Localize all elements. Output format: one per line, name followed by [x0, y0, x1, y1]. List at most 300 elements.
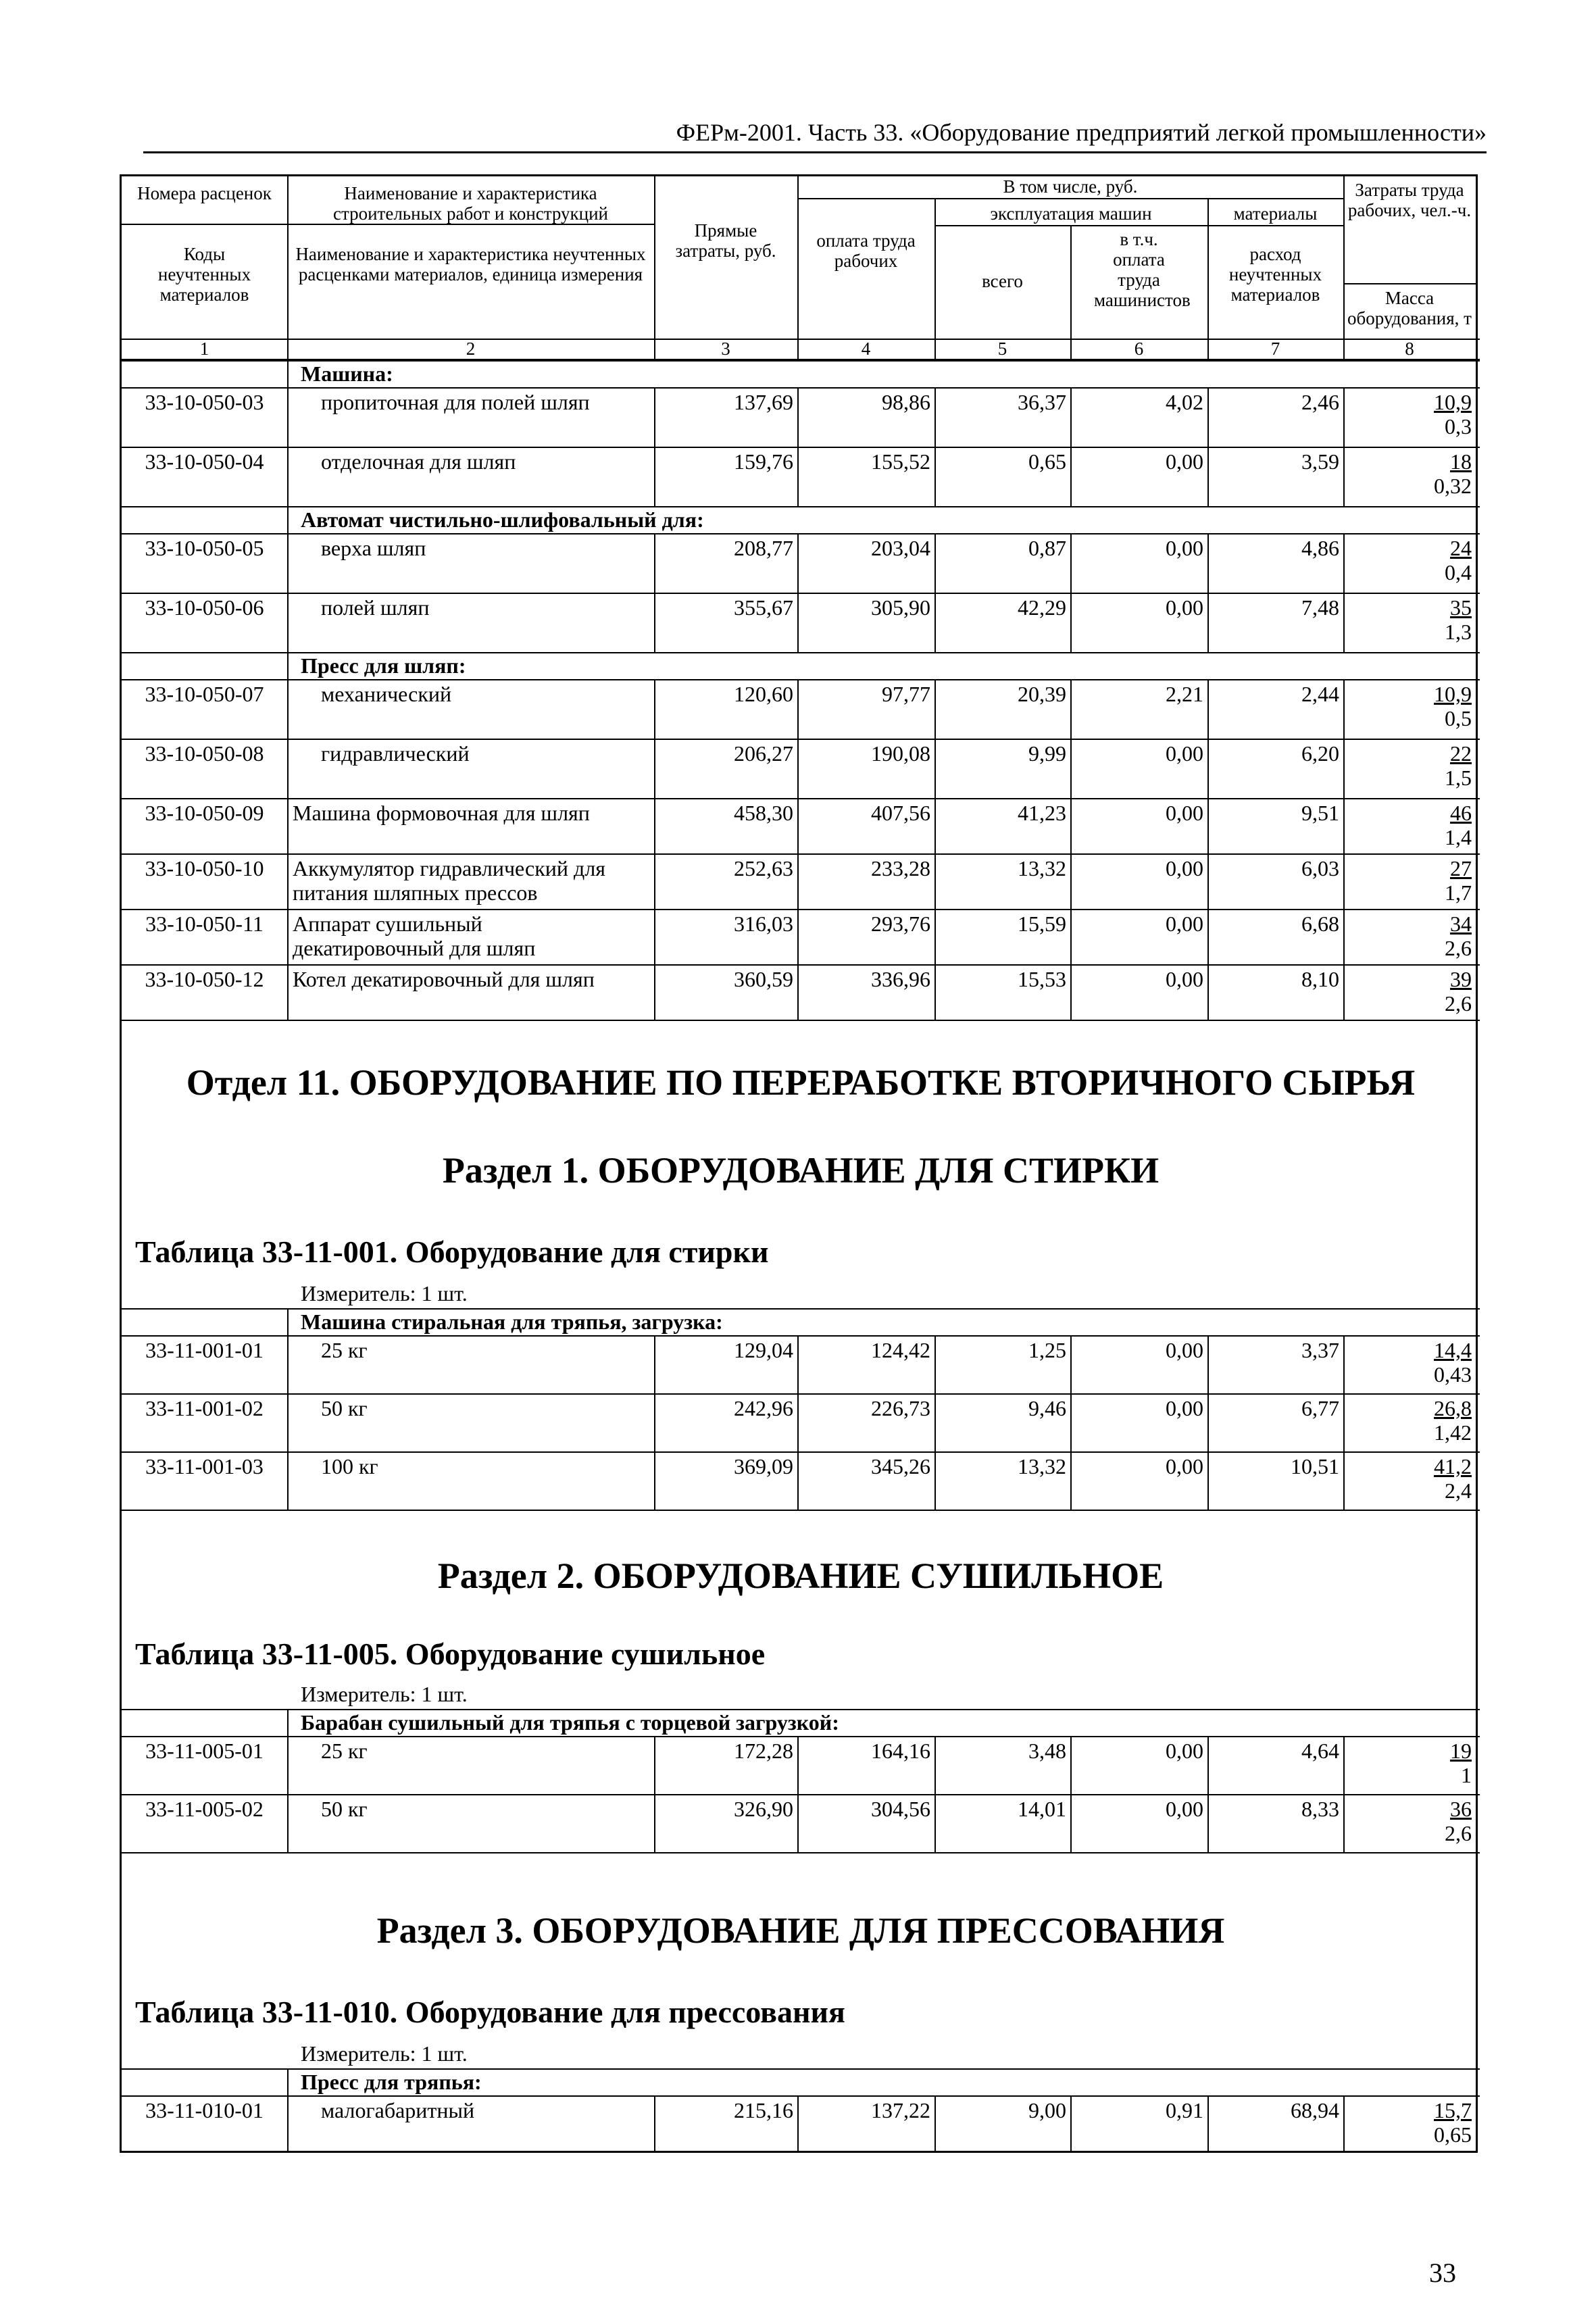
grid-vline	[654, 447, 655, 506]
row-value: 0,00	[1166, 1739, 1203, 1763]
grid-vline	[934, 909, 936, 964]
row-value: 206,27	[734, 741, 793, 766]
grid-hline	[122, 909, 1480, 910]
grid-vline	[797, 964, 799, 1020]
row-mass: 0,32	[1434, 474, 1472, 498]
grid-vline	[934, 853, 936, 909]
row-value: 137,22	[871, 2098, 930, 2122]
table-2-title: Таблица 33-11-005. Оборудование сушильное	[135, 1637, 766, 1671]
row-value: 172,28	[734, 1739, 793, 1763]
row-labor-hours: 10,9	[1434, 682, 1472, 706]
grid-vline	[287, 1794, 289, 1852]
grid-vline	[1343, 1335, 1345, 1393]
grid-vline	[934, 593, 936, 652]
grid-vline	[1070, 798, 1072, 853]
row-code: 33-10-050-07	[145, 682, 264, 706]
row-value: 215,16	[734, 2098, 793, 2122]
grid-hline	[122, 798, 1480, 799]
grid-hline	[1343, 283, 1476, 284]
row-value: 98,86	[882, 390, 930, 414]
row-code: 33-10-050-12	[145, 967, 264, 991]
row-value: 14,01	[1018, 1797, 1066, 1821]
row-code: 33-10-050-03	[145, 390, 264, 414]
row-mass: 0,3	[1445, 414, 1472, 439]
row-mass: 0,65	[1434, 2122, 1472, 2147]
row-code: 33-10-050-11	[145, 912, 264, 936]
row-labor-hours: 39	[1450, 967, 1472, 991]
row-mass: 2,4	[1445, 1478, 1472, 1503]
grid-vline	[654, 1335, 655, 1393]
grid-vline	[654, 679, 655, 739]
grid-vline	[287, 652, 289, 679]
row-labor-hours: 35	[1450, 595, 1472, 620]
grid-hline	[122, 853, 1480, 855]
grid-vline	[1207, 593, 1209, 652]
column-number: 5	[997, 339, 1007, 359]
grid-vline	[934, 1335, 936, 1393]
grid-vline	[654, 909, 655, 964]
row-value: 2,21	[1166, 682, 1203, 706]
grid-vline	[1343, 798, 1345, 853]
row-value: 0,00	[1166, 1454, 1203, 1478]
row-value: 15,53	[1018, 967, 1066, 991]
grid-vline	[1343, 909, 1345, 964]
grid-vline	[287, 679, 289, 739]
grid-vline	[934, 2095, 936, 2151]
column-number: 1	[199, 339, 209, 359]
grid-vline	[1343, 447, 1345, 506]
grid-vline	[287, 1308, 289, 1335]
page-frame	[120, 174, 1478, 2153]
grid-vline	[797, 2095, 799, 2151]
grid-vline	[1070, 1335, 1072, 1393]
row-name: 50 кг	[321, 1396, 368, 1420]
row-labor-hours: 27	[1450, 856, 1472, 880]
grid-hline	[122, 1393, 1480, 1395]
row-labor-hours: 36	[1450, 1797, 1472, 1821]
row-name: 100 кг	[321, 1454, 378, 1478]
grid-vline	[287, 964, 289, 1020]
row-value: 233,28	[871, 856, 930, 880]
group-dry: Барабан сушильный для тряпья с торцевой загрузкой:	[301, 1710, 839, 1735]
grid-vline	[1343, 964, 1345, 1020]
row-value: 369,09	[734, 1454, 793, 1478]
grid-hline	[122, 1736, 1480, 1737]
grid-vline	[934, 679, 936, 739]
row-name: 25 кг	[321, 1739, 368, 1763]
row-value: 7,48	[1301, 595, 1339, 620]
group-automat: Автомат чистильно-шлифовальный для:	[301, 507, 704, 532]
group-wash: Машина стиральная для тряпья, загрузка:	[301, 1310, 723, 1334]
row-code: 33-11-001-02	[145, 1396, 264, 1420]
row-value: 0,00	[1166, 449, 1203, 474]
grid-vline	[287, 1736, 289, 1794]
column-number: 4	[861, 339, 871, 359]
group-press: Пресс для шляп:	[301, 653, 466, 678]
measure-2: Измеритель: 1 шт.	[301, 1682, 468, 1706]
row-code: 33-10-050-06	[145, 595, 264, 620]
row-value: 6,68	[1301, 912, 1339, 936]
row-value: 252,63	[734, 856, 793, 880]
grid-vline	[1070, 964, 1072, 1020]
row-value: 13,32	[1018, 1454, 1066, 1478]
grid-vline	[287, 447, 289, 506]
row-mass: 2,6	[1445, 991, 1472, 1016]
row-value: 159,76	[734, 449, 793, 474]
grid-hline	[122, 1794, 1480, 1795]
row-value: 458,30	[734, 801, 793, 825]
row-value: 0,00	[1166, 801, 1203, 825]
row-code: 33-10-050-08	[145, 741, 264, 766]
header-c1-top: Номера расценок	[137, 183, 272, 203]
grid-vline	[287, 1393, 289, 1451]
grid-vline	[797, 1335, 799, 1393]
row-value: 0,00	[1166, 967, 1203, 991]
grid-vline	[1070, 387, 1072, 447]
row-value: 6,20	[1301, 741, 1339, 766]
grid-vline	[934, 1451, 936, 1510]
row-value: 10,51	[1291, 1454, 1339, 1478]
grid-vline	[934, 1393, 936, 1451]
grid-vline	[797, 387, 799, 447]
grid-vline	[654, 853, 655, 909]
grid-vline	[287, 1335, 289, 1393]
row-value: 226,73	[871, 1396, 930, 1420]
grid-vline	[1343, 1736, 1345, 1794]
grid-vline	[797, 1794, 799, 1852]
header-c7: расход неучтенных материалов	[1228, 244, 1322, 305]
row-name: Аккумулятор гидравлический для	[293, 856, 605, 880]
row-code: 33-10-050-10	[145, 856, 264, 880]
row-value: 2,44	[1301, 682, 1339, 706]
grid-vline	[1207, 1451, 1209, 1510]
grid-hline	[122, 224, 654, 225]
grid-vline	[797, 1736, 799, 1794]
row-mass: 0,5	[1445, 706, 1472, 730]
grid-vline	[934, 798, 936, 853]
grid-vline	[1070, 1736, 1072, 1794]
grid-vline	[1343, 387, 1345, 447]
header-c5: всего	[982, 271, 1023, 291]
measure-3: Измеритель: 1 шт.	[301, 2041, 468, 2066]
grid-hline	[797, 198, 1343, 199]
row-mass: 0,43	[1434, 1362, 1472, 1387]
row-value: 42,29	[1018, 595, 1066, 620]
row-value: 0,65	[1028, 449, 1066, 474]
row-mass: 1	[1461, 1763, 1472, 1787]
grid-vline	[934, 447, 936, 506]
grid-vline	[1207, 1393, 1209, 1451]
grid-vline	[1070, 533, 1072, 593]
row-value: 8,10	[1301, 967, 1339, 991]
row-value: 4,64	[1301, 1739, 1339, 1763]
grid-vline	[1070, 593, 1072, 652]
grid-vline	[1070, 679, 1072, 739]
grid-vline	[1343, 176, 1345, 359]
measure-1: Измеритель: 1 шт.	[301, 1281, 468, 1305]
row-value: 242,96	[734, 1396, 793, 1420]
row-name: Аппарат сушильный	[293, 912, 482, 936]
row-value: 3,59	[1301, 449, 1339, 474]
grid-vline	[1207, 909, 1209, 964]
grid-vline	[1343, 1794, 1345, 1852]
grid-vline	[1070, 739, 1072, 798]
row-value: 9,46	[1028, 1396, 1066, 1420]
row-labor-hours: 10,9	[1434, 390, 1472, 414]
row-value: 137,69	[734, 390, 793, 414]
grid-vline	[1070, 1393, 1072, 1451]
column-number: 8	[1405, 339, 1414, 359]
header-incl: В том числе, руб.	[1003, 176, 1138, 197]
grid-vline	[654, 1393, 655, 1451]
row-value: 0,00	[1166, 912, 1203, 936]
row-code: 33-11-005-02	[145, 1797, 264, 1821]
row-value: 0,00	[1166, 741, 1203, 766]
grid-vline	[797, 447, 799, 506]
row-value: 293,76	[871, 912, 930, 936]
grid-vline	[287, 853, 289, 909]
grid-vline	[1070, 1451, 1072, 1510]
row-name-cont: питания шляпных прессов	[293, 880, 538, 905]
grid-vline	[654, 1794, 655, 1852]
row-labor-hours: 46	[1450, 801, 1472, 825]
grid-vline	[934, 1736, 936, 1794]
row-value: 345,26	[871, 1454, 930, 1478]
row-mass: 2,6	[1445, 1821, 1472, 1845]
grid-hline	[122, 1510, 1480, 1511]
row-value: 407,56	[871, 801, 930, 825]
grid-vline	[287, 2095, 289, 2151]
row-value: 0,91	[1166, 2098, 1203, 2122]
row-value: 0,00	[1166, 536, 1203, 560]
row-value: 6,77	[1301, 1396, 1339, 1420]
row-value: 208,77	[734, 536, 793, 560]
row-value: 20,39	[1018, 682, 1066, 706]
row-value: 129,04	[734, 1338, 793, 1362]
grid-hline	[122, 739, 1480, 740]
grid-vline	[934, 964, 936, 1020]
row-value: 0,00	[1166, 1797, 1203, 1821]
grid-vline	[1343, 1393, 1345, 1451]
row-value: 120,60	[734, 682, 793, 706]
row-code: 33-10-050-05	[145, 536, 264, 560]
row-labor-hours: 41,2	[1434, 1454, 1472, 1478]
row-value: 304,56	[871, 1797, 930, 1821]
grid-hline	[122, 679, 1480, 680]
grid-vline	[1207, 2095, 1209, 2151]
grid-vline	[1070, 2095, 1072, 2151]
table-3-title: Таблица 33-11-010. Оборудование для прессования	[135, 1995, 845, 2029]
row-value: 0,87	[1028, 536, 1066, 560]
grid-vline	[654, 533, 655, 593]
row-value: 15,59	[1018, 912, 1066, 936]
row-labor-hours: 15,7	[1434, 2098, 1472, 2122]
grid-vline	[1207, 739, 1209, 798]
razdel-3-title: Раздел 3. ОБОРУДОВАНИЕ ДЛЯ ПРЕССОВАНИЯ	[376, 1910, 1225, 1951]
grid-vline	[1343, 1451, 1345, 1510]
grid-hline	[122, 1335, 1480, 1337]
grid-vline	[1207, 387, 1209, 447]
row-value: 3,37	[1301, 1338, 1339, 1362]
row-name: малогабаритный	[321, 2098, 475, 2122]
header-exploit: эксплуатация машин	[990, 203, 1152, 224]
header-c1-bottom: Коды неучтенных материалов	[157, 244, 251, 305]
grid-vline	[797, 909, 799, 964]
grid-vline	[1207, 447, 1209, 506]
row-value: 68,94	[1291, 2098, 1339, 2122]
grid-vline	[654, 593, 655, 652]
row-value: 336,96	[871, 967, 930, 991]
row-value: 4,02	[1166, 390, 1203, 414]
row-value: 124,42	[871, 1338, 930, 1362]
grid-vline	[654, 1451, 655, 1510]
grid-vline	[1343, 593, 1345, 652]
row-name: гидравлический	[321, 741, 470, 766]
grid-vline	[654, 387, 655, 447]
grid-hline	[122, 593, 1480, 594]
row-value: 305,90	[871, 595, 930, 620]
header-c6: в т.ч. оплата труда машинистов	[1094, 229, 1191, 310]
row-name: Котел декатировочный для шляп	[293, 967, 595, 991]
grid-hline	[122, 2095, 1480, 2097]
row-value: 97,77	[882, 682, 930, 706]
row-name: полей шляп	[321, 595, 430, 620]
row-value: 203,04	[871, 536, 930, 560]
grid-vline	[1207, 198, 1209, 359]
grid-vline	[1070, 909, 1072, 964]
grid-vline	[1207, 1335, 1209, 1393]
row-name: механический	[321, 682, 452, 706]
grid-vline	[934, 533, 936, 593]
grid-vline	[797, 533, 799, 593]
page-number: 33	[1429, 2258, 1456, 2288]
grid-vline	[1343, 533, 1345, 593]
grid-vline	[1207, 1736, 1209, 1794]
header-c2-bottom: Наименование и характеристика неучтенных расценками материалов, единица измерения	[295, 244, 646, 284]
row-code: 33-10-050-04	[145, 449, 264, 474]
row-value: 155,52	[871, 449, 930, 474]
grid-vline	[654, 2095, 655, 2151]
row-labor-hours: 24	[1450, 536, 1472, 560]
otdel-title: Отдел 11. ОБОРУДОВАНИЕ ПО ПЕРЕРАБОТКЕ ВТОРИЧНОГО СЫРЬЯ	[186, 1062, 1416, 1103]
grid-hline	[122, 1451, 1480, 1453]
grid-vline	[1207, 679, 1209, 739]
grid-hline	[122, 533, 1480, 534]
group-press-rag: Пресс для тряпья:	[301, 2070, 482, 2094]
razdel-1-title: Раздел 1. ОБОРУДОВАНИЕ ДЛЯ СТИРКИ	[442, 1150, 1159, 1191]
row-code: 33-11-001-01	[145, 1338, 264, 1362]
grid-vline	[287, 533, 289, 593]
row-value: 4,86	[1301, 536, 1339, 560]
row-value: 13,32	[1018, 856, 1066, 880]
grid-vline	[1207, 1794, 1209, 1852]
grid-vline	[287, 176, 289, 359]
running-header: ФЕРм-2001. Часть 33. «Оборудование предприятий легкой промышленности»	[143, 114, 1487, 153]
row-value: 36,37	[1018, 390, 1066, 414]
grid-vline	[287, 798, 289, 853]
row-mass: 1,42	[1434, 1420, 1472, 1445]
grid-vline	[1207, 964, 1209, 1020]
row-code: 33-11-005-01	[145, 1739, 264, 1763]
grid-vline	[934, 198, 936, 359]
grid-vline	[797, 1451, 799, 1510]
grid-vline	[287, 2068, 289, 2095]
grid-vline	[287, 593, 289, 652]
row-value: 41,23	[1018, 801, 1066, 825]
row-mass: 1,3	[1445, 620, 1472, 644]
grid-vline	[654, 176, 655, 359]
grid-vline	[287, 1451, 289, 1510]
row-value: 2,46	[1301, 390, 1339, 414]
grid-vline	[1343, 679, 1345, 739]
header-c8-bottom: Масса оборудования, т	[1347, 288, 1472, 328]
grid-vline	[797, 739, 799, 798]
row-mass: 1,5	[1445, 766, 1472, 790]
grid-vline	[1070, 1794, 1072, 1852]
row-value: 190,08	[871, 741, 930, 766]
grid-vline	[1070, 853, 1072, 909]
row-value: 0,00	[1166, 1396, 1203, 1420]
grid-hline	[122, 1020, 1480, 1021]
grid-vline	[654, 798, 655, 853]
row-name: верха шляп	[321, 536, 426, 560]
row-mass: 2,6	[1445, 936, 1472, 960]
grid-vline	[654, 1736, 655, 1794]
row-value: 0,00	[1166, 856, 1203, 880]
row-labor-hours: 14,4	[1434, 1338, 1472, 1362]
row-name: 50 кг	[321, 1797, 368, 1821]
group-machine: Машина:	[301, 362, 393, 386]
grid-vline	[797, 1393, 799, 1451]
row-mass: 1,4	[1445, 825, 1472, 849]
grid-vline	[287, 909, 289, 964]
grid-vline	[287, 1709, 289, 1736]
row-mass: 0,4	[1445, 560, 1472, 584]
grid-hline	[122, 964, 1480, 966]
column-number: 6	[1134, 339, 1144, 359]
header-c2-top: Наименование и характеристика строительных работ и конструкций	[332, 183, 608, 224]
row-name: пропиточная для полей шляп	[321, 390, 590, 414]
grid-vline	[797, 853, 799, 909]
row-value: 355,67	[734, 595, 793, 620]
row-labor-hours: 18	[1450, 449, 1472, 474]
grid-vline	[287, 506, 289, 533]
grid-hline	[934, 225, 1343, 226]
row-value: 0,00	[1166, 595, 1203, 620]
grid-vline	[934, 739, 936, 798]
row-value: 3,48	[1028, 1739, 1066, 1763]
row-value: 164,16	[871, 1739, 930, 1763]
row-value: 9,00	[1028, 2098, 1066, 2122]
table-1-title: Таблица 33-11-001. Оборудование для стирки	[135, 1235, 769, 1269]
grid-hline	[122, 1852, 1480, 1853]
row-value: 9,99	[1028, 741, 1066, 766]
header-c3: Прямые затраты, руб.	[675, 220, 776, 261]
row-labor-hours: 34	[1450, 912, 1472, 936]
row-labor-hours: 26,8	[1434, 1396, 1472, 1420]
column-number: 2	[466, 339, 476, 359]
header-c8-top: Затраты труда рабочих, чел.-ч.	[1347, 180, 1472, 220]
grid-vline	[797, 798, 799, 853]
row-code: 33-10-050-09	[145, 801, 264, 825]
grid-vline	[797, 593, 799, 652]
grid-vline	[1343, 853, 1345, 909]
grid-vline	[287, 360, 289, 387]
grid-vline	[1207, 533, 1209, 593]
grid-vline	[1070, 447, 1072, 506]
row-mass: 1,7	[1445, 880, 1472, 905]
row-value: 1,25	[1028, 1338, 1066, 1362]
